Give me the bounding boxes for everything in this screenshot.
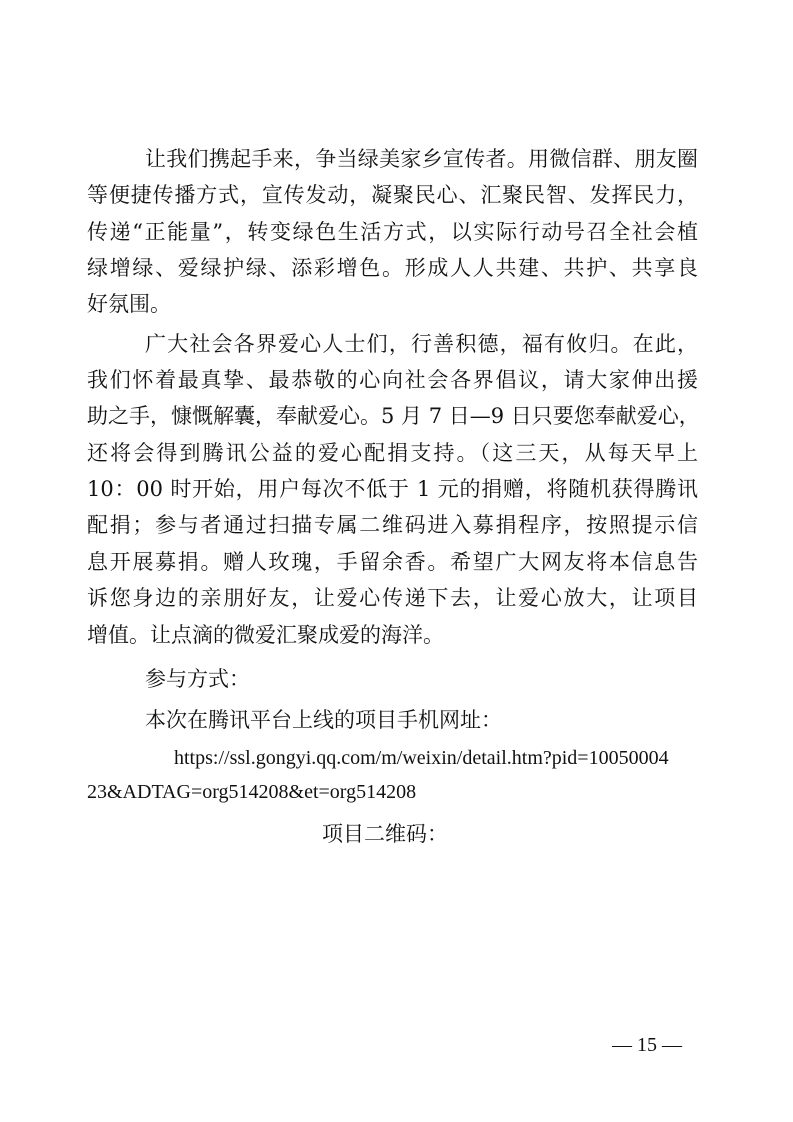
page-number: — 15 — — [612, 1034, 682, 1056]
project-url-line-2: 23&ADTAG=org514208&et=org514208 — [87, 781, 417, 803]
paragraph-line: 还将会得到腾讯公益的爱心配捐支持。（这三天，从每天早上 — [87, 441, 698, 465]
paragraph-line: 配捐；参与者通过扫描专属二维码进入募捐程序，按照提示信 — [87, 513, 698, 537]
paragraph-line: 广大社会各界爱心人士们，行善积德，福有攸归。在此， — [145, 332, 698, 356]
paragraph-line: 传递“正能量”，转变绿色生活方式，以实际行动号召全社会植 — [87, 220, 698, 244]
participation-heading: 参与方式： — [145, 667, 250, 691]
project-url-line-1: https://ssl.gongyi.qq.com/m/weixin/detail.htm?pid=10050004 — [174, 747, 669, 769]
paragraph-line: 10：00 时开始，用户每次不低于 1 元的捐赠，将随机获得腾讯 — [87, 477, 698, 501]
paragraph-line: 让我们携起手来，争当绿美家乡宣传者。用微信群、朋友圈 — [145, 147, 698, 171]
paragraph-line: 绿增绿、爱绿护绿、添彩增色。形成人人共建、共护、共享良 — [87, 256, 698, 280]
paragraph-line: 我们怀着最真挚、最恭敬的心向社会各界倡议，请大家伸出援 — [87, 368, 698, 392]
paragraph-line: 好氛围。 — [87, 292, 171, 316]
platform-url-intro: 本次在腾讯平台上线的项目手机网址： — [145, 708, 502, 732]
paragraph-line: 诉您身边的亲朋好友，让爱心传递下去，让爱心放大，让项目 — [87, 586, 698, 610]
paragraph-line: 等便捷传播方式，宣传发动，凝聚民心、汇聚民智、发挥民力， — [87, 183, 698, 207]
qr-code-label: 项目二维码： — [322, 822, 448, 846]
paragraph-line: 息开展募捐。赠人玫瑰，手留余香。希望广大网友将本信息告 — [87, 550, 698, 574]
paragraph-line: 增值。让点滴的微爱汇聚成爱的海洋。 — [87, 623, 444, 647]
paragraph-line: 助之手，慷慨解囊，奉献爱心。5 月 7 日—9 日只要您奉献爱心， — [87, 404, 700, 428]
